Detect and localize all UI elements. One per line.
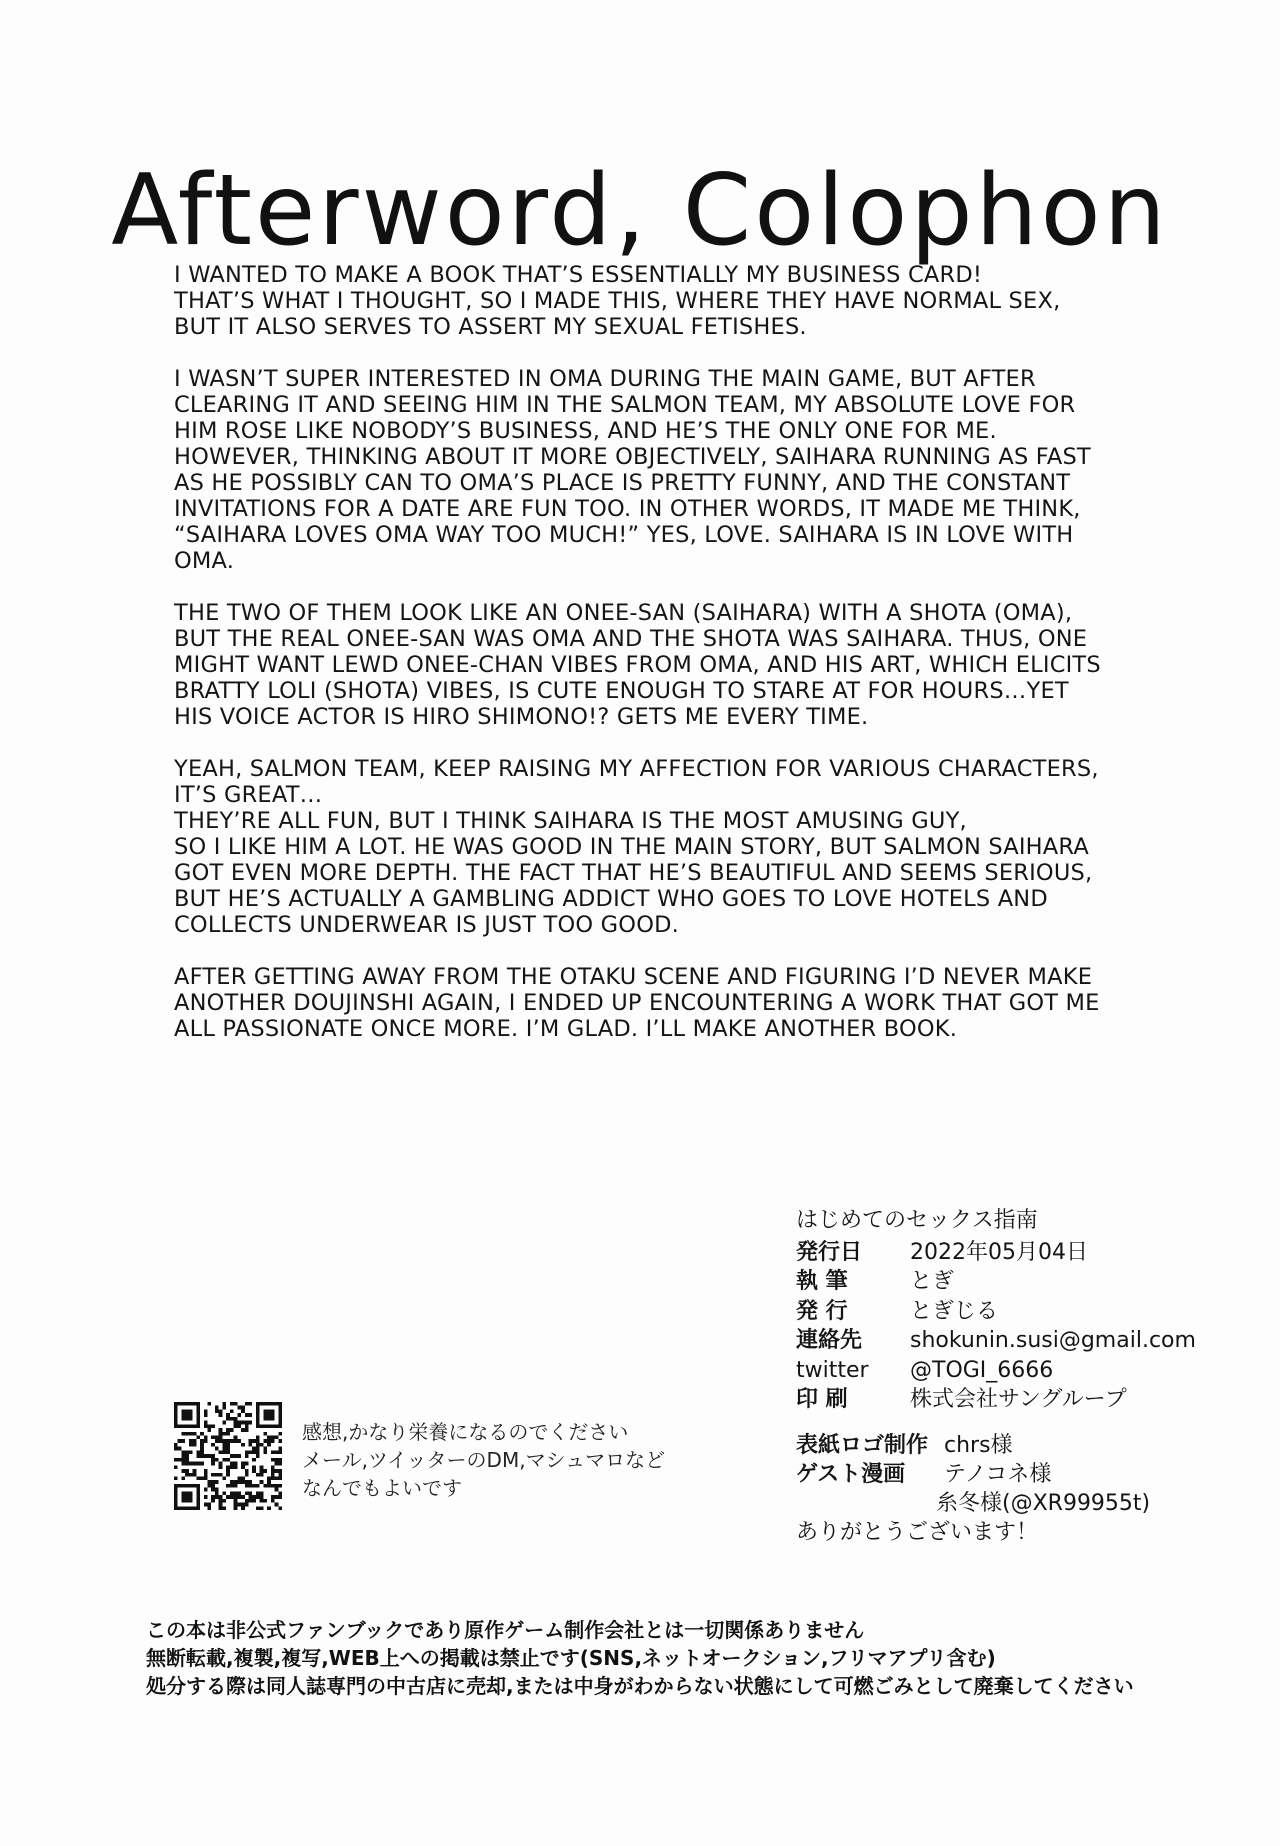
colophon-value: とぎじる (910, 1298, 999, 1324)
book-title: はじめてのセックス指南 (796, 1208, 1038, 1233)
colophon-row (796, 1385, 1196, 1415)
contact-email: shokunin.susi@gmail.com (910, 1328, 1196, 1353)
credit-value: 糸冬様(@XR99955t) (936, 1491, 1151, 1516)
disclaimer (146, 1616, 1156, 1700)
qr-note-line: メール,ツイッターのDM,マシュマロなど (302, 1448, 666, 1472)
qr-note-line: 感想,かなり栄養になるのでください (302, 1420, 629, 1444)
credits (796, 1431, 1256, 1547)
afterword-paragraph: AFTER GETTING AWAY FROM THE OTAKU SCENE AND FIGURING I’D NEVER MAKE ANOTHER DOUJINSHI AGAIN, I ENDED UP ENCOUNTERING A WORK THAT GOT ME ALL PASSIONATE ONCE MORE. I’M GLAD. I’LL MAKE ANOTHER BOOK. (174, 964, 1100, 1042)
colophon-label: 執 筆 (796, 1269, 848, 1294)
colophon-row (796, 1356, 1196, 1386)
colophon-label: twitter (796, 1357, 869, 1383)
colophon-label: 印 刷 (796, 1387, 848, 1412)
colophon-row (796, 1238, 1196, 1268)
colophon (796, 1206, 1256, 1415)
thanks-text: ありがとうございます！ (796, 1520, 1039, 1545)
disclaimer-line: この本は非公式ファンブックであり原作ゲーム制作会社とは一切関係ありません (146, 1618, 865, 1642)
colophon-label: 発 行 (796, 1298, 848, 1324)
afterword-paragraph: THE TWO OF THEM LOOK LIKE AN ONEE-SAN (SAIHARA) WITH A SHOTA (OMA), BUT THE REAL ONEE-SAN WAS OMA AND THE SHOTA WAS SAIHARA. THUS, ONE MIGHT WANT LEWD ONEE-CHAN VIBES FROM OMA, AND HIS ART, WHICH ELICITS BRATTY LOLI (SHOTA) VIBES, IS CUTE ENOUGH TO STARE AT FOR HOURS…YET HIS VOICE ACTOR IS HIRO SHIMONO!? GETS ME EVERY TIME. (174, 600, 1101, 730)
credits-table (796, 1431, 1051, 1489)
credit-value: chrs様 (944, 1433, 1013, 1458)
qr-code-icon (174, 1402, 282, 1510)
colophon-row (796, 1326, 1196, 1356)
colophon-value: 2022年05月04日 (910, 1239, 1088, 1265)
afterword-body (174, 262, 1134, 1068)
colophon-label: 発行日 (796, 1239, 863, 1265)
qr-code-graphic (174, 1402, 282, 1510)
disclaimer-line: 処分する際は同人誌専門の中古店に売却,または中身がわからない状態にして可燃ごみとして廃棄してください (146, 1674, 1134, 1698)
afterword-paragraph: I WASN’T SUPER INTERESTED IN OMA DURING THE MAIN GAME, BUT AFTER CLEARING IT AND SEEING HIM IN THE SALMON TEAM, MY ABSOLUTE LOVE FOR HIM ROSE LIKE NOBODY’S BUSINESS, AND HE’S THE ONLY ONE FOR ME. HOWEVER, THINKING ABOUT IT MORE OBJECTIVELY, SAIHARA RUNNING AS FAST AS HE POSSIBLY CAN TO OMA’S PLACE IS PRETTY FUNNY, AND THE CONSTANT INVITATIONS FOR A DATE ARE FUN TOO. IN OTHER WORDS, IT MADE ME THINK, “SAIHARA LOVES OMA WAY TOO MUCH!” YES, LOVE. SAIHARA IS IN LOVE WITH OMA. (174, 366, 1091, 574)
afterword-paragraph: YEAH, SALMON TEAM, KEEP RAISING MY AFFECTION FOR VARIOUS CHARACTERS, IT’S GREAT… THEY’RE ALL FUN, BUT I THINK SAIHARA IS THE MOST AMUSING GUY, SO I LIKE HIM A LOT. HE WAS GOOD IN THE MAIN STORY, BUT SALMON SAIHARA GOT EVEN MORE DEPTH. THE FACT THAT HE’S BEAUTIFUL AND SEEMS SERIOUS, BUT HE’S ACTUALLY A GAMBLING ADDICT WHO GOES TO LOVE HOTELS AND COLLECTS UNDERWEAR IS JUST TOO GOOD. (174, 756, 1099, 938)
credit-value: テノコネ様 (944, 1462, 1052, 1487)
afterword-paragraph: I WANTED TO MAKE A BOOK THAT’S ESSENTIALLY MY BUSINESS CARD! THAT’S WHAT I THOUGHT, SO I MADE THIS, WHERE THEY HAVE NORMAL SEX, BUT IT ALSO SERVES TO ASSERT MY SEXUAL FETISHES. (174, 262, 1061, 340)
qr-note (302, 1418, 742, 1502)
page-title: Afterword, Colophon (111, 153, 1169, 268)
colophon-label: 連絡先 (796, 1328, 863, 1353)
colophon-row (796, 1297, 1196, 1327)
qr-note-line: なんでもよいです (302, 1476, 462, 1500)
colophon-value: 株式会社サングループ (910, 1387, 1127, 1412)
colophon-row (796, 1267, 1196, 1297)
colophon-table (796, 1238, 1196, 1415)
twitter-handle: @TOGI_6666 (910, 1357, 1054, 1383)
credit-label: 表紙ロゴ制作 (796, 1433, 929, 1458)
disclaimer-line: 無断転載,複製,複写,WEB上への掲載は禁止です(SNS,ネットオークション,フリマアプリ含む) (146, 1646, 996, 1670)
credit-label: ゲスト漫画 (796, 1462, 906, 1487)
colophon-value: とぎ (910, 1269, 955, 1294)
